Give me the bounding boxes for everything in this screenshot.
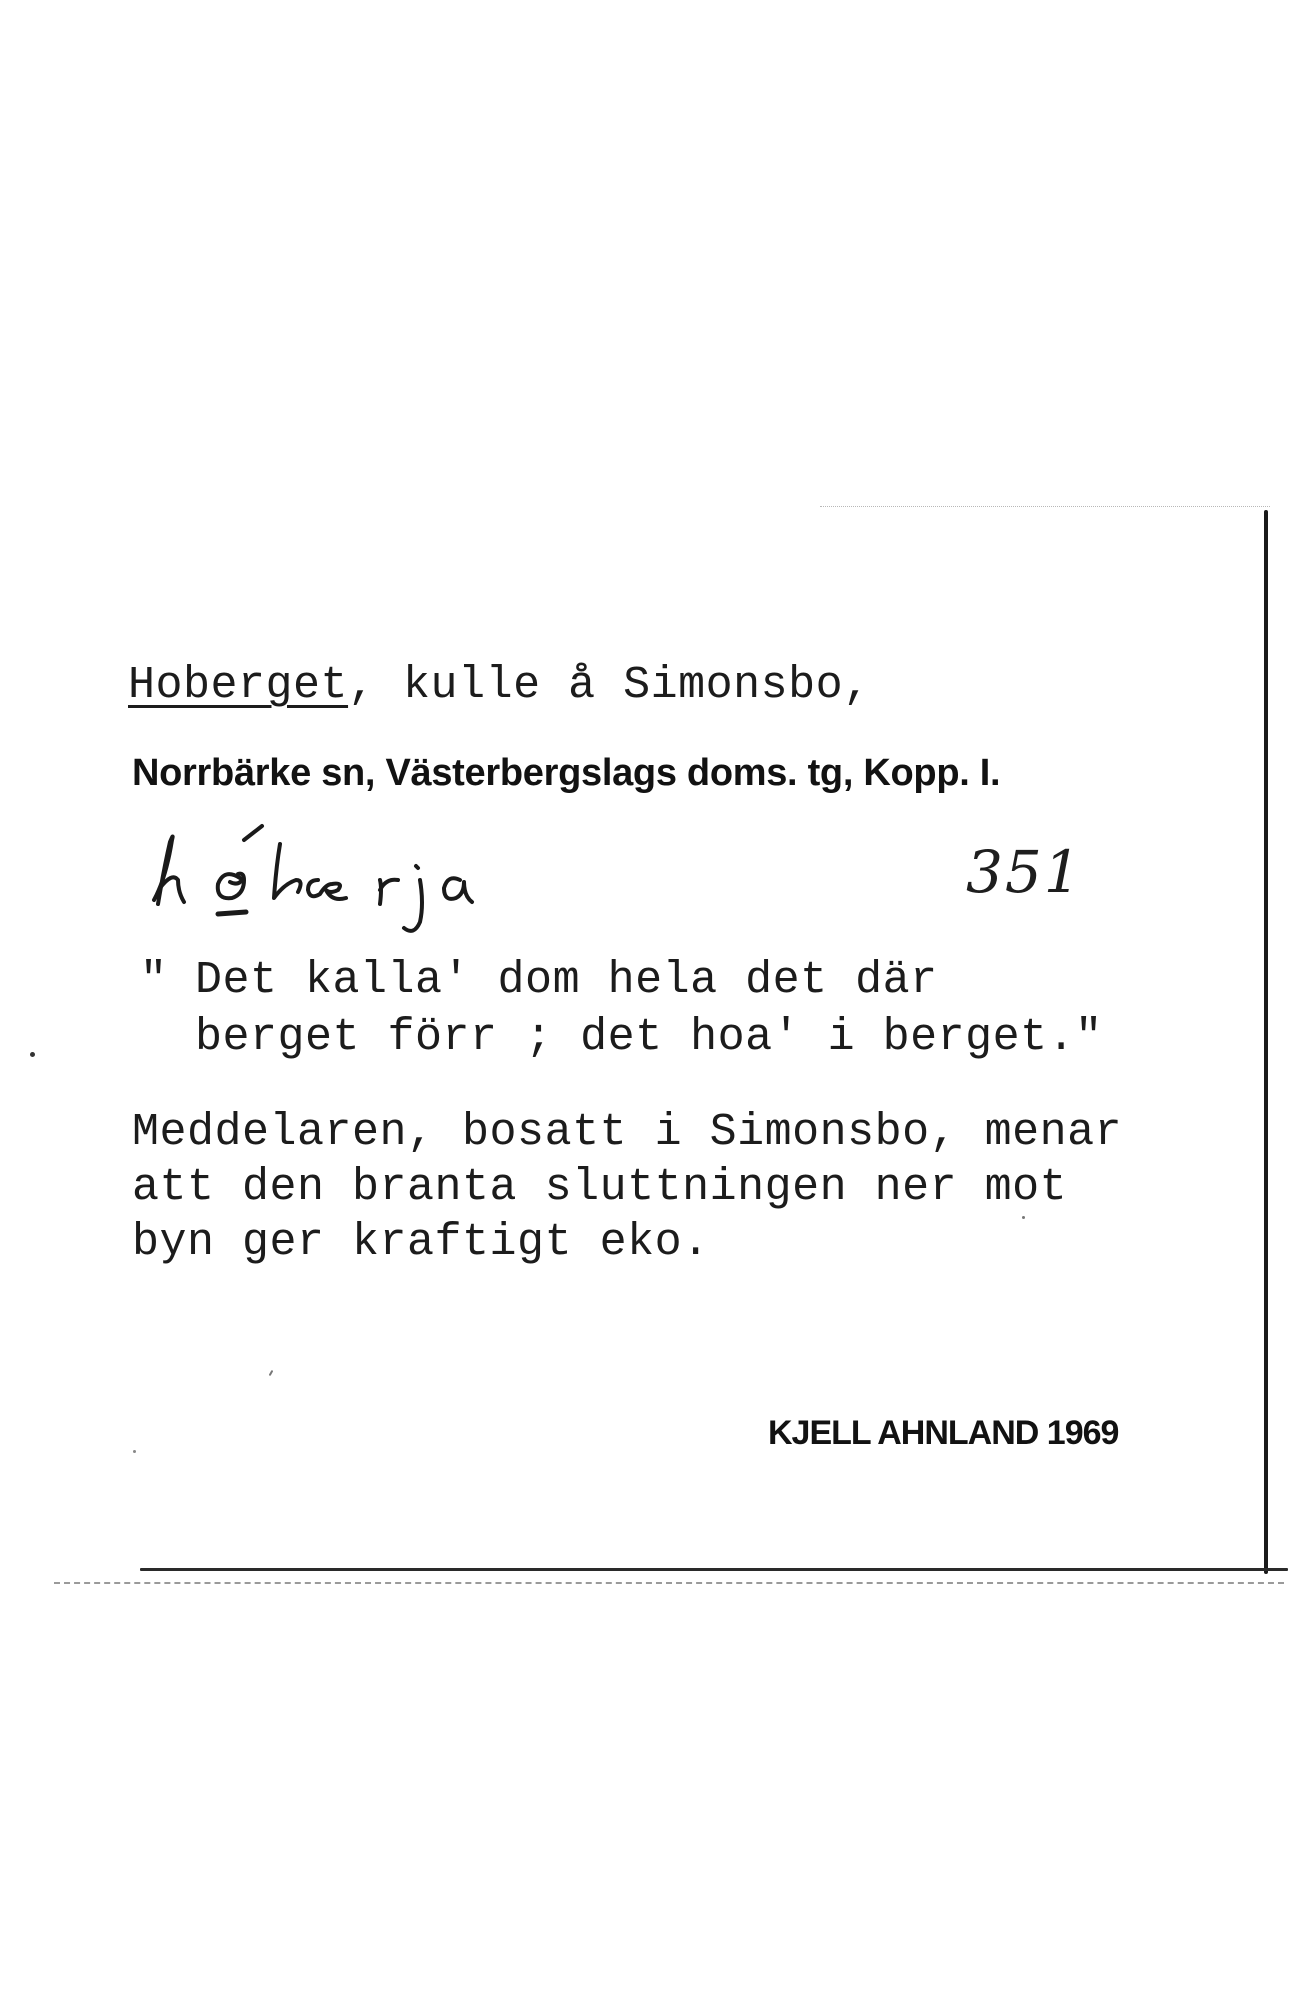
card-bottom-shadow	[54, 1582, 1284, 1584]
card-number: 351	[966, 838, 1083, 906]
paper-speck	[269, 1370, 274, 1376]
paper-speck	[30, 1052, 35, 1057]
paper-speck	[133, 1450, 136, 1453]
handwritten-phonetic	[148, 818, 588, 948]
card-right-edge	[1264, 510, 1268, 1574]
quote-line: " Det kalla' dom hela det där	[140, 955, 938, 1006]
card-bottom-edge	[140, 1568, 1288, 1571]
card-top-edge	[820, 506, 1270, 507]
paper-speck	[1022, 1216, 1025, 1219]
phonetic-transcription	[148, 818, 588, 948]
informant-note-line: byn ger kraftigt eko.	[132, 1217, 710, 1268]
place-name: Hoberget	[128, 660, 349, 711]
collector-signature: KJELL AHNLAND 1969	[768, 1414, 1119, 1452]
informant-note-line: Meddelaren, bosatt i Simonsbo, menar	[132, 1107, 1123, 1158]
parish-district-line: Norrbärke sn, Västerbergslags doms. tg, Kopp. I.	[132, 752, 1001, 794]
informant-note-line: att den branta sluttningen ner mot	[132, 1162, 1068, 1213]
card-heading	[128, 660, 871, 711]
quote-line: berget förr ; det hoa' i berget."	[140, 1012, 1103, 1063]
place-description: , kulle å Simonsbo,	[348, 660, 871, 711]
